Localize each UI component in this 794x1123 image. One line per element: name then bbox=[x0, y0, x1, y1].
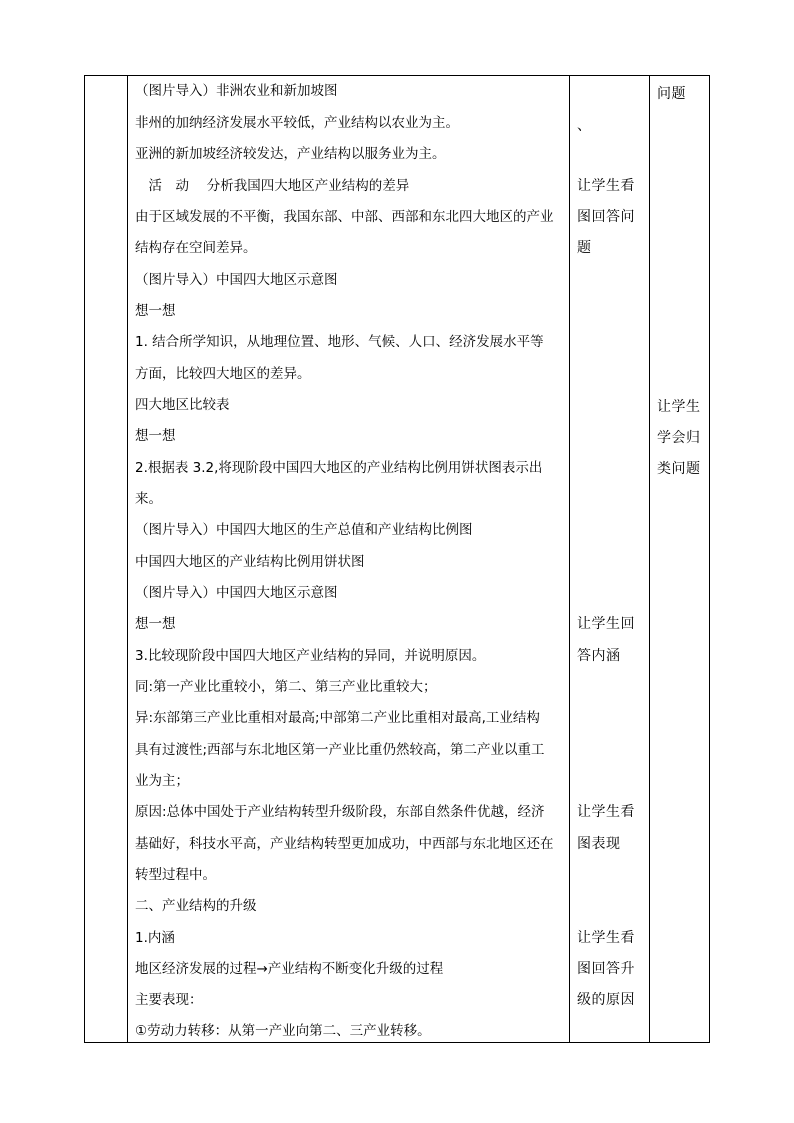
content-line: 1. 结合所学知识，从地理位置、地形、气候、人口、经济发展水平等 bbox=[135, 334, 544, 350]
content-line: 主要表现： bbox=[135, 992, 203, 1008]
content-line: 四大地区比较表 bbox=[135, 397, 230, 413]
content-line: 由于区域发展的不平衡，我国东部、中部、西部和东北四大地区的产业 bbox=[135, 209, 554, 225]
student-line: 图回答升 bbox=[577, 961, 635, 977]
section-heading: 二、产业结构的升级 bbox=[135, 898, 257, 914]
content-line: （图片导入）中国四大地区的生产总值和产业结构比例图 bbox=[135, 522, 473, 538]
content-line: 转型过程中。 bbox=[135, 867, 216, 883]
content-line: 具有过渡性;西部与东北地区第一产业比重仍然较高，第二产业以重工 bbox=[135, 742, 545, 758]
student-line: 让学生看 bbox=[577, 178, 635, 194]
content-line: 亚洲的新加坡经济较发达，产业结构以服务业为主。 bbox=[135, 146, 446, 162]
student-line: 让学生回 bbox=[577, 616, 635, 632]
table-divider bbox=[569, 76, 570, 1042]
content-line: 方面，比较四大地区的差异。 bbox=[135, 366, 311, 382]
content-line: 地区经济发展的过程→产业结构不断变化升级的过程 bbox=[135, 961, 444, 977]
content-line: ①劳动力转移：从第一产业向第二、三产业转移。 bbox=[135, 1023, 431, 1039]
student-line: 图回答问 bbox=[577, 209, 635, 225]
content-line: 1.内涵 bbox=[135, 930, 175, 946]
content-line: （图片导入）中国四大地区示意图 bbox=[135, 272, 338, 288]
lesson-table bbox=[84, 75, 710, 1043]
content-line: 2.根据表 3.2,将现阶段中国四大地区的产业结构比例用饼状图表示出 bbox=[135, 460, 543, 476]
content-line: 中国四大地区的产业结构比例用饼状图 bbox=[135, 554, 365, 570]
content-line: 想一想 bbox=[135, 428, 176, 444]
content-line: 来。 bbox=[135, 491, 162, 507]
intent-line: 让学生 bbox=[657, 399, 701, 415]
content-line: 结构存在空间差异。 bbox=[135, 240, 257, 256]
content-line: （图片导入）中国四大地区示意图 bbox=[135, 585, 338, 601]
content-line: 异:东部第三产业比重相对最高;中部第二产业比重相对最高,工业结构 bbox=[135, 710, 540, 726]
table-divider bbox=[649, 76, 650, 1042]
intent-line: 类问题 bbox=[657, 461, 701, 477]
student-line: 级的原因 bbox=[577, 992, 635, 1008]
student-line: 图表现 bbox=[577, 836, 621, 852]
intent-line: 问题 bbox=[657, 86, 686, 102]
student-line: 让学生看 bbox=[577, 930, 635, 946]
student-line: 让学生看 bbox=[577, 804, 635, 820]
content-line: 想一想 bbox=[135, 616, 176, 632]
student-line: 答内涵 bbox=[577, 648, 621, 664]
content-line: 3.比较现阶段中国四大地区产业结构的异同，并说明原因。 bbox=[135, 648, 486, 664]
content-line: 业为主； bbox=[135, 773, 189, 789]
activity-heading: 活 动 分析我国四大地区产业结构的差异 bbox=[135, 178, 410, 194]
content-line: 非州的加纳经济发展水平较低，产业结构以农业为主。 bbox=[135, 115, 459, 131]
student-line: 题 bbox=[577, 240, 592, 256]
intent-line: 学会归 bbox=[657, 430, 701, 446]
content-line: 同:第一产业比重较小，第二、第三产业比重较大； bbox=[135, 679, 437, 695]
content-line: 基础好，科技水平高，产业结构转型更加成功，中西部与东北地区还在 bbox=[135, 836, 554, 852]
content-line: 想一想 bbox=[135, 303, 176, 319]
content-line: 原因:总体中国处于产业结构转型升级阶段，东部自然条件优越，经济 bbox=[135, 804, 545, 820]
content-line: （图片导入）非洲农业和新加坡图 bbox=[135, 83, 338, 99]
table-divider bbox=[127, 76, 128, 1042]
student-line: 、 bbox=[577, 118, 592, 134]
